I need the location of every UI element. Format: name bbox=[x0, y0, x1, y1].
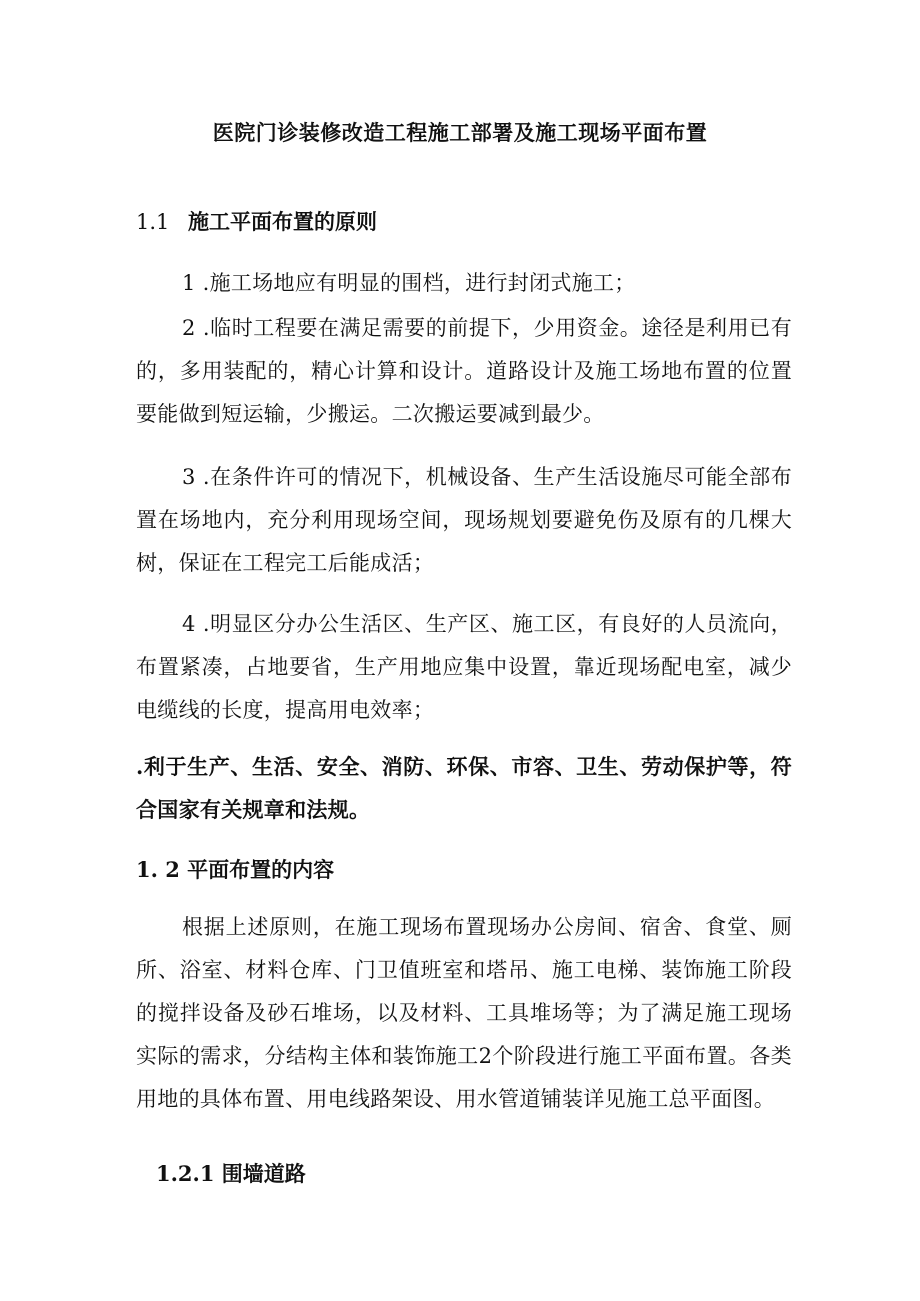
section-heading-1-2: 1. 2 平面布置的内容 bbox=[136, 857, 335, 882]
layout-content-paragraph: 根据上述原则，在施工现场布置现场办公房间、宿舍、食堂、厕所、浴室、材料仓库、门卫值班室和塔吊、施工电梯、装饰施工阶段的搅拌设备及砂石堆场，以及材料、工具堆场等；为了满足施工现场实际的需求，分结构主体和装饰施工2个阶段进行施工平面布置。各类用地的具体布置、用电线路架设、用水管道铺装详见施工总平面图。 bbox=[136, 915, 792, 1111]
section-title: 施工平面布置的原则 bbox=[188, 209, 377, 234]
principle-paragraph-1: 1 .施工场地应有明显的围档，进行封闭式施工； bbox=[182, 271, 636, 295]
principle-paragraph-5: .利于生产、生活、安全、消防、环保、市容、卫生、劳动保护等，符合国家有关规章和法规。 bbox=[136, 754, 792, 822]
principle-paragraph-4: 4 .明显区分办公生活区、生产区、施工区，有良好的人员流向，布置紧凑，占地要省，生产用地应集中设置，靠近现场配电室，减少电缆线的长度，提高用电效率； bbox=[136, 612, 792, 722]
section-heading-1-1 bbox=[136, 205, 377, 239]
document-title: 医院门诊装修改造工程施工部署及施工现场平面布置 bbox=[212, 120, 708, 145]
principle-paragraph-2: 2 .临时工程要在满足需要的前提下，少用资金。途径是利用已有的，多用装配的，精心计算和设计。道路设计及施工场地布置的位置要能做到短运输，少搬运。二次搬运要减到最少。 bbox=[136, 316, 792, 426]
principle-paragraph-3: 3 .在条件许可的情况下，机械设备、生产生活设施尽可能全部布置在场地内，充分利用现场空间，现场规划要避免伤及原有的几棵大树，保证在工程完工后能成活； bbox=[136, 465, 792, 575]
section-number: 1.1 bbox=[136, 210, 170, 234]
section-heading-1-2-1: 1.2.1 围墙道路 bbox=[156, 1161, 306, 1186]
